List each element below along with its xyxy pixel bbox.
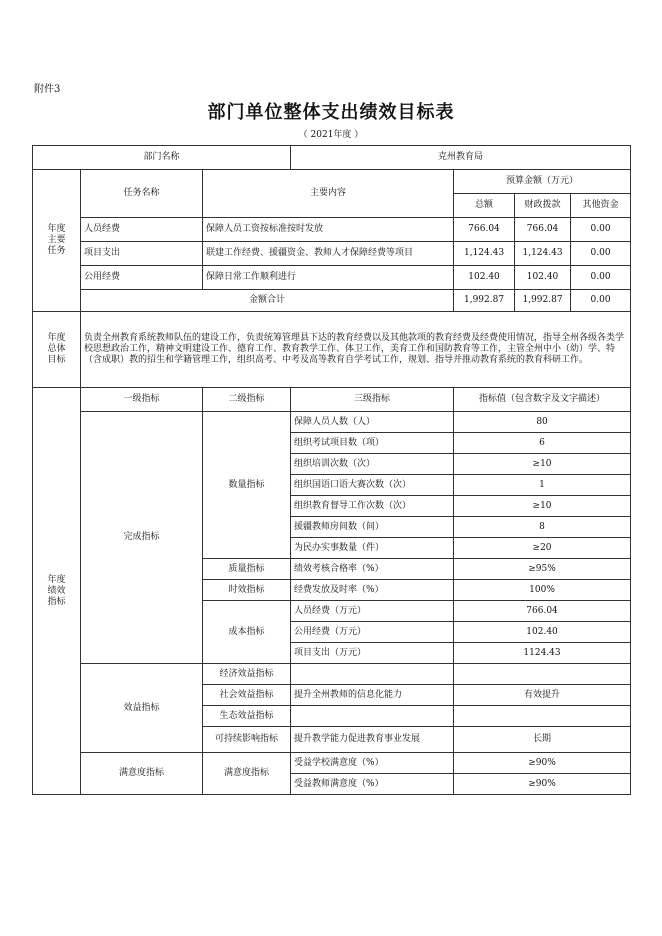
indicator-name: 项目支出（万元） [291,643,454,664]
indicator-name: 组织国语口语大赛次数（次） [291,475,454,496]
indicator-value: 766.04 [454,601,631,622]
task-content-header: 主要内容 [203,170,454,218]
quality-indicator: 质量指标 [203,559,291,580]
task-fiscal: 102.40 [515,266,571,290]
sustainable-indicator: 可持续影响指标 [203,727,291,753]
indicator-name: 绩效考核合格率（%） [291,559,454,580]
indicator-row [33,753,631,774]
task-fiscal: 1,124.43 [515,242,571,266]
task-fiscal: 766.04 [515,218,571,242]
indicator-value: ≥20 [454,538,631,559]
indicator-name: 组织考试项目数（项） [291,433,454,454]
indicator-value: ≥90% [454,774,631,795]
sum-fiscal: 1,992.87 [515,290,571,312]
indicator-name: 为民办实事数量（件） [291,538,454,559]
indicator-name: 组织培训次数（次） [291,454,454,475]
indicator-value: ≥90% [454,753,631,774]
satisfaction-subindicator: 满意度指标 [203,753,291,795]
tasks-header-row [33,170,631,194]
goal-row [33,312,631,388]
social-indicator: 社会效益指标 [203,685,291,706]
indicator-name [291,664,454,685]
indicator-value: 1 [454,475,631,496]
indicator-name: 人员经费（万元） [291,601,454,622]
indicator-name: 提升教学能力促进教育事业发展 [291,727,454,753]
sum-total: 1,992.87 [454,290,515,312]
indicator-value: 6 [454,433,631,454]
indicator-value: 1124.43 [454,643,631,664]
indicator-name: 经费发放及时率（%） [291,580,454,601]
indicator-name: 保障人员人数（人） [291,412,454,433]
indicator-value: 有效提升 [454,685,631,706]
page-title: 部门单位整体支出绩效目标表 [207,102,455,123]
task-other: 0.00 [571,218,631,242]
indicator-value: ≥10 [454,454,631,475]
goal-text: 负责全州教育系统教师队伍的建设工作，负责统筹管理县下达的教育经费以及其他款项的教育经费及经费使用情况，指导全州各级各类学校思想政治工作，精神文明建设工作、德育工作、教育教学工作、体卫工作，美育工作和国防教育等工作，主管全州中小（幼）学、特（含成职）教的招生和学籍管理工作，组织高考、中考及高等教育自学考试工作，规划、指导并推动教育系统的教育科研工作。 [81,312,631,388]
satisfaction-indicator: 满意度指标 [81,753,203,795]
indicator-name: 援疆教师房间数（间） [291,517,454,538]
task-content: 保障日常工作顺利进行 [203,266,454,290]
goal-section-label: 年度总体目标 [33,312,81,388]
indicator-value [454,706,631,727]
task-total: 1,124.43 [454,242,515,266]
task-total: 766.04 [454,218,515,242]
task-name: 公用经费 [81,266,203,290]
sum-label: 金额合计 [81,290,454,312]
task-other: 0.00 [571,242,631,266]
quantity-indicator: 数量指标 [203,412,291,559]
task-name-header: 任务名称 [81,170,203,218]
indicator-value: 8 [454,517,631,538]
level1-header: 一级指标 [81,388,203,412]
dept-value: 克州教育局 [291,146,631,170]
task-total: 102.40 [454,266,515,290]
task-content: 联建工作经费、援疆资金、教师人才保障经费等项目 [203,242,454,266]
indicator-name: 组织教育督导工作次数（次） [291,496,454,517]
dept-row [33,146,631,170]
value-header: 指标值（包含数字及文字描述） [454,388,631,412]
indicator-value: 102.40 [454,622,631,643]
task-content: 保障人员工资按标准按时发放 [203,218,454,242]
indicator-name: 公用经费（万元） [291,622,454,643]
task-row [33,266,631,290]
task-other: 0.00 [571,266,631,290]
col-other-header: 其他资金 [571,194,631,218]
dept-label: 部门名称 [33,146,291,170]
sum-row [33,290,631,312]
level3-header: 三级指标 [291,388,454,412]
performance-table [32,145,631,795]
level2-header: 二级指标 [203,388,291,412]
task-name: 人员经费 [81,218,203,242]
indicator-name: 受益学校满意度（%） [291,753,454,774]
task-row [33,242,631,266]
indicator-name [291,706,454,727]
indicator-header-row [33,388,631,412]
ecological-indicator: 生态效益指标 [203,706,291,727]
completion-indicator: 完成指标 [81,412,203,664]
col-total-header: 总额 [454,194,515,218]
indicator-value: 80 [454,412,631,433]
year-label: （ 2021年度 ） [298,130,364,140]
cost-indicator: 成本指标 [203,601,291,664]
tasks-section-label: 年度主要任务 [33,170,81,312]
benefit-indicator: 效益指标 [81,664,203,753]
task-row [33,218,631,242]
indicator-value: 100% [454,580,631,601]
indicator-name: 提升全州教师的信息化能力 [291,685,454,706]
task-name: 项目支出 [81,242,203,266]
indicator-value: 长期 [454,727,631,753]
indicator-name: 受益教师满意度（%） [291,774,454,795]
attachment-label: 附件3 [34,84,61,95]
indicator-value: ≥10 [454,496,631,517]
indicators-section-label: 年度绩效指标 [33,388,81,795]
indicator-value [454,664,631,685]
sum-other: 0.00 [571,290,631,312]
economic-indicator: 经济效益指标 [203,664,291,685]
indicator-row [33,412,631,433]
indicator-value: ≥95% [454,559,631,580]
indicator-row [33,664,631,685]
col-fiscal-header: 财政拨款 [515,194,571,218]
budget-header: 预算金额（万元） [454,170,631,194]
timeliness-indicator: 时效指标 [203,580,291,601]
